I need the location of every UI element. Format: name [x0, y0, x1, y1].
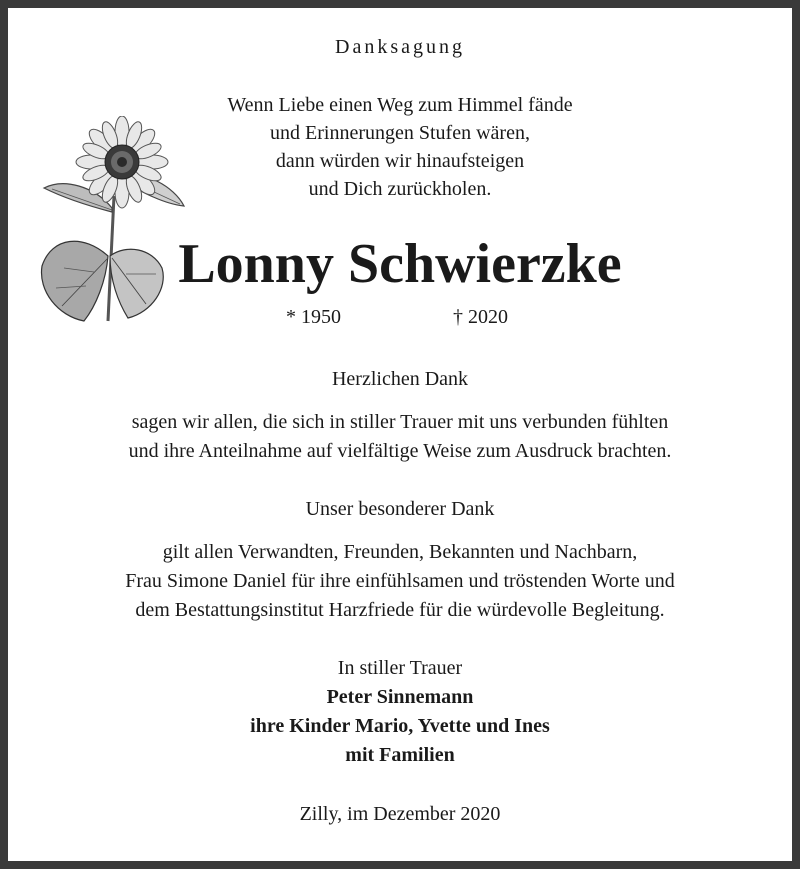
- place-date: Zilly, im Dezember 2020: [299, 803, 501, 825]
- poem-line: und Dich zurückholen.: [308, 178, 492, 200]
- thanks-line: und ihre Anteilnahme auf vielfältige Weise zum Ausdruck brachten.: [128, 440, 672, 462]
- notice-title: Danksagung: [335, 36, 465, 58]
- special-thanks-line: Frau Simone Daniel für ihre einfühlsamen und tröstenden Worte und: [125, 570, 675, 592]
- poem-line: Wenn Liebe einen Weg zum Himmel fände: [227, 94, 573, 116]
- mourning-label: In stiller Trauer: [337, 657, 463, 679]
- special-thanks-line: dem Bestattungsinstitut Harzfriede für die würdevolle Begleitung.: [135, 599, 665, 621]
- death-year: † 2020: [453, 306, 508, 328]
- deceased-name: Lonny Schwierzke: [178, 233, 622, 295]
- poem-line: und Erinnerungen Stufen wären,: [270, 122, 530, 144]
- special-thanks-line: gilt allen Verwandten, Freunden, Bekannten und Nachbarn,: [162, 541, 638, 563]
- special-thanks-heading: Unser besonderer Dank: [305, 498, 495, 520]
- thanks-line: sagen wir allen, die sich in stiller Trauer mit uns verbunden fühlten: [131, 411, 669, 433]
- mourner-name: mit Familien: [345, 744, 455, 766]
- mourner-name: Peter Sinnemann: [326, 686, 474, 708]
- mourner-name: ihre Kinder Mario, Yvette und Ines: [250, 715, 550, 737]
- thanks-heading: Herzlichen Dank: [331, 368, 469, 390]
- sunflower-icon: [34, 116, 194, 336]
- obituary-notice: [8, 8, 792, 861]
- poem-line: dann würden wir hinaufsteigen: [275, 150, 525, 172]
- birth-year: * 1950: [286, 306, 341, 328]
